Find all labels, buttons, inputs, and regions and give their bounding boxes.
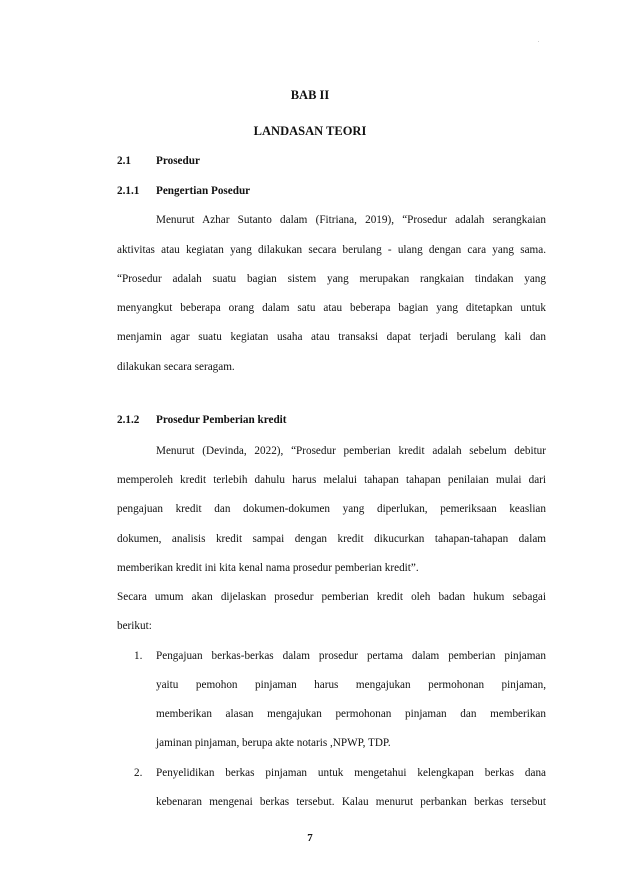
paragraph-line: berikut: [117,620,152,632]
section-number: 2.1.2 [117,414,140,426]
paragraph-line: menyangkut beberapa orang dalam satu atau beberapa bagian yang ditetapkan untuk [117,302,546,314]
paragraph-line: pengajuan kredit dan dokumen-dokumen yang diperlukan, pemeriksaan keaslian [117,503,546,515]
paragraph-line: dokumen, analisis kredit sampai dengan kredit dikucurkan tahapan-tahapan dalam [117,533,546,545]
list-item-line: jaminan pinjaman, berupa akte notaris ,NPWP, TDP. [156,737,391,749]
scan-speck [538,41,539,42]
paragraph-line: “Prosedur adalah suatu bagian sistem yang merupakan rangkaian tindakan yang [117,273,546,285]
paragraph-line: Secara umum akan dijelaskan prosedur pemberian kredit oleh badan hukum sebagai [117,591,546,603]
paragraph-line: menjamin agar suatu kegiatan usaha atau transaksi dapat terjadi berulang kali dan [117,331,546,343]
section-heading-2-1-2 [117,414,287,426]
section-number: 2.1.1 [117,185,140,197]
section-number: 2.1 [117,155,131,167]
list-item-line: yaitu pemohon pinjaman harus mengajukan permohonan pinjaman, [156,679,546,691]
paragraph-line: memberikan kredit ini kita kenal nama prosedur pemberian kredit”. [117,562,419,574]
paragraph-line: dilakukan secara seragam. [117,361,235,373]
list-item-line: memberikan alasan mengajukan permohonan pinjaman dan memberikan [156,708,546,720]
section-heading-2-1-1 [117,185,250,197]
paragraph-line: aktivitas atau kegiatan yang dilakukan secara berulang - ulang dengan cara yang sama. [117,244,546,256]
section-title: Prosedur [156,155,200,167]
section-heading-2-1 [117,155,200,167]
chapter-label: BAB II [290,88,330,102]
list-item-line: kebenaran mengenai berkas tersebut. Kalau menurut perbankan berkas tersebut [156,796,546,808]
list-item-line: Pengajuan berkas-berkas dalam prosedur pertama dalam pemberian pinjaman [156,650,546,662]
page-number: 7 [307,832,313,844]
list-item-line: Penyelidikan berkas pinjaman untuk mengetahui kelengkapan berkas dana [156,767,546,779]
paragraph-line: memperoleh kredit terlebih dahulu harus melalui tahapan tahapan penilaian mulai dari [117,474,546,486]
list-item-number: 1. [134,650,143,662]
paragraph-line: Menurut Azhar Sutanto dalam (Fitriana, 2019), “Prosedur adalah serangkaian [156,214,546,226]
chapter-title: LANDASAN TEORI [253,124,367,138]
section-title: Pengertian Posedur [156,185,251,197]
list-item-number: 2. [134,767,143,779]
section-title: Prosedur Pemberian kredit [156,414,287,426]
paragraph-line: Menurut (Devinda, 2022), “Prosedur pemberian kredit adalah sebelum debitur [156,445,546,457]
